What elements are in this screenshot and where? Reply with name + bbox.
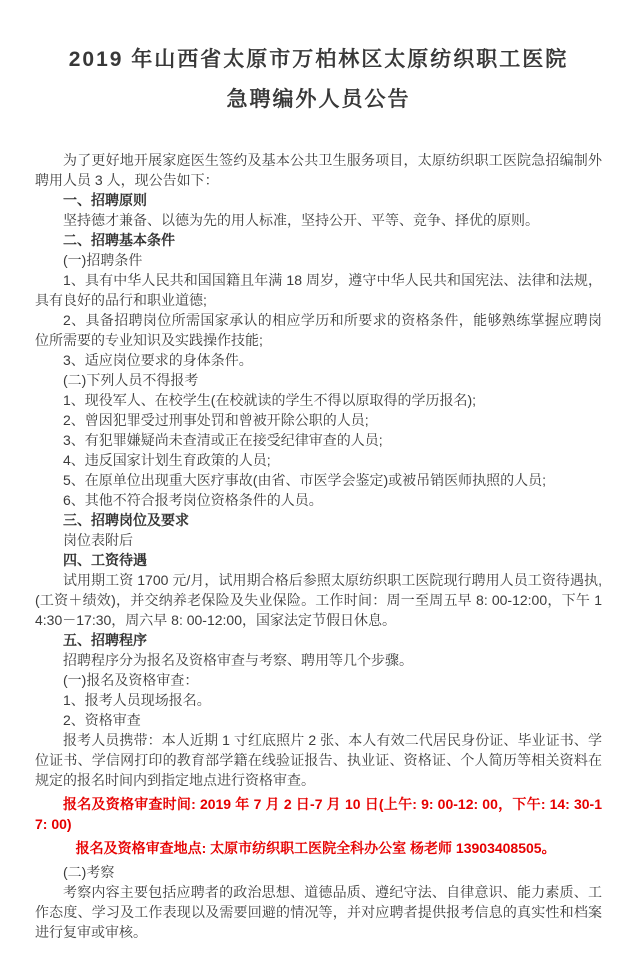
page-title: [35, 40, 602, 120]
paragraph: 招聘程序分为报名及资格审查与考察、聘用等几个步骤。: [63, 652, 413, 668]
page-title-line1: 2019 年山西省太原市万柏林区太原纺织职工医院: [68, 48, 569, 71]
paragraph: 一、招聘原则: [63, 192, 147, 208]
paragraph: 岗位表附后: [63, 532, 133, 548]
paragraph: 报名及资格审查地点: 太原市纺织职工医院全科办公室 杨老师 13903408505。: [75, 840, 556, 856]
paragraph: 四、工资待遇: [63, 552, 147, 568]
paragraph: 5、在原单位出现重大医疗事故(由省、市医学会鉴定)或被吊销医师执照的人员;: [63, 472, 546, 488]
paragraph: 4、违反国家计划生育政策的人员;: [63, 452, 271, 468]
paragraph: 报考人员携带：本人近期 1 寸红底照片 2 张、本人有效二代居民身份证、毕业证书、学位证书、学信网打印的教育部学籍在线验证报告、执业证、资格证、个人简历等相关资料在规定的报名时间内到指定地点进行资格审查。: [35, 732, 602, 788]
paragraph: 1、现役军人、在校学生(在校就读的学生不得以原取得的学历报名);: [63, 392, 476, 408]
paragraph: (二)考察: [63, 864, 115, 880]
paragraph: 2、资格审查: [63, 712, 141, 728]
paragraph: 1、报考人员现场报名。: [63, 692, 211, 708]
paragraph: (一)招聘条件: [63, 252, 143, 268]
paragraph: 2、具备招聘岗位所需国家承认的相应学历和所要求的资格条件，能够熟练掌握应聘岗位所需要的专业知识及实践操作技能;: [35, 312, 602, 348]
paragraph: 1、具有中华人民共和国国籍且年满 18 周岁，遵守中华人民共和国宪法、法律和法规，具有良好的品行和职业道德;: [35, 272, 602, 308]
paragraph: 报名及资格审查时间: 2019 年 7 月 2 日-7 月 10 日(上午: 9: 00-12: 00，下午: 14: 30-17: 00): [35, 796, 602, 832]
paragraph: 五、招聘程序: [63, 632, 147, 648]
paragraph: 6、其他不符合报考岗位资格条件的人员。: [63, 492, 323, 508]
paragraph: 三、招聘岗位及要求: [63, 512, 189, 528]
document-body: [35, 150, 602, 942]
paragraph: 考察内容主要包括应聘者的政治思想、道德品质、遵纪守法、自律意识、能力素质、工作态度、学习及工作表现以及需要回避的情况等，并对应聘者提供报考信息的真实性和档案进行复审或审核。: [35, 884, 602, 940]
page-title-line2: 急聘编外人员公告: [226, 88, 411, 111]
paragraph: 3、有犯罪嫌疑尚未查清或正在接受纪律审查的人员;: [63, 432, 383, 448]
paragraph: 为了更好地开展家庭医生签约及基本公共卫生服务项目，太原纺织职工医院急招编制外聘用人员 3 人，现公告如下：: [35, 152, 602, 188]
paragraph: (二)下列人员不得报考: [63, 372, 199, 388]
paragraph: 坚持德才兼备、以德为先的用人标准，坚持公开、平等、竞争、择优的原则。: [63, 212, 539, 228]
paragraph: 3、适应岗位要求的身体条件。: [63, 352, 253, 368]
paragraph: (一)报名及资格审查：: [63, 672, 199, 688]
paragraph: 2、曾因犯罪受过刑事处罚和曾被开除公职的人员;: [63, 412, 369, 428]
paragraph: 二、招聘基本条件: [63, 232, 175, 248]
paragraph: 试用期工资 1700 元/月，试用期合格后参照太原纺织职工医院现行聘用人员工资待遇执,(工资＋绩效)，并交纳养老保险及失业保险。工作时间：周一至周五早 8: 00-12:00，下午 14:30－17:30，周六早 8: 00-12:00，国家法定节假日休息。: [35, 572, 602, 628]
